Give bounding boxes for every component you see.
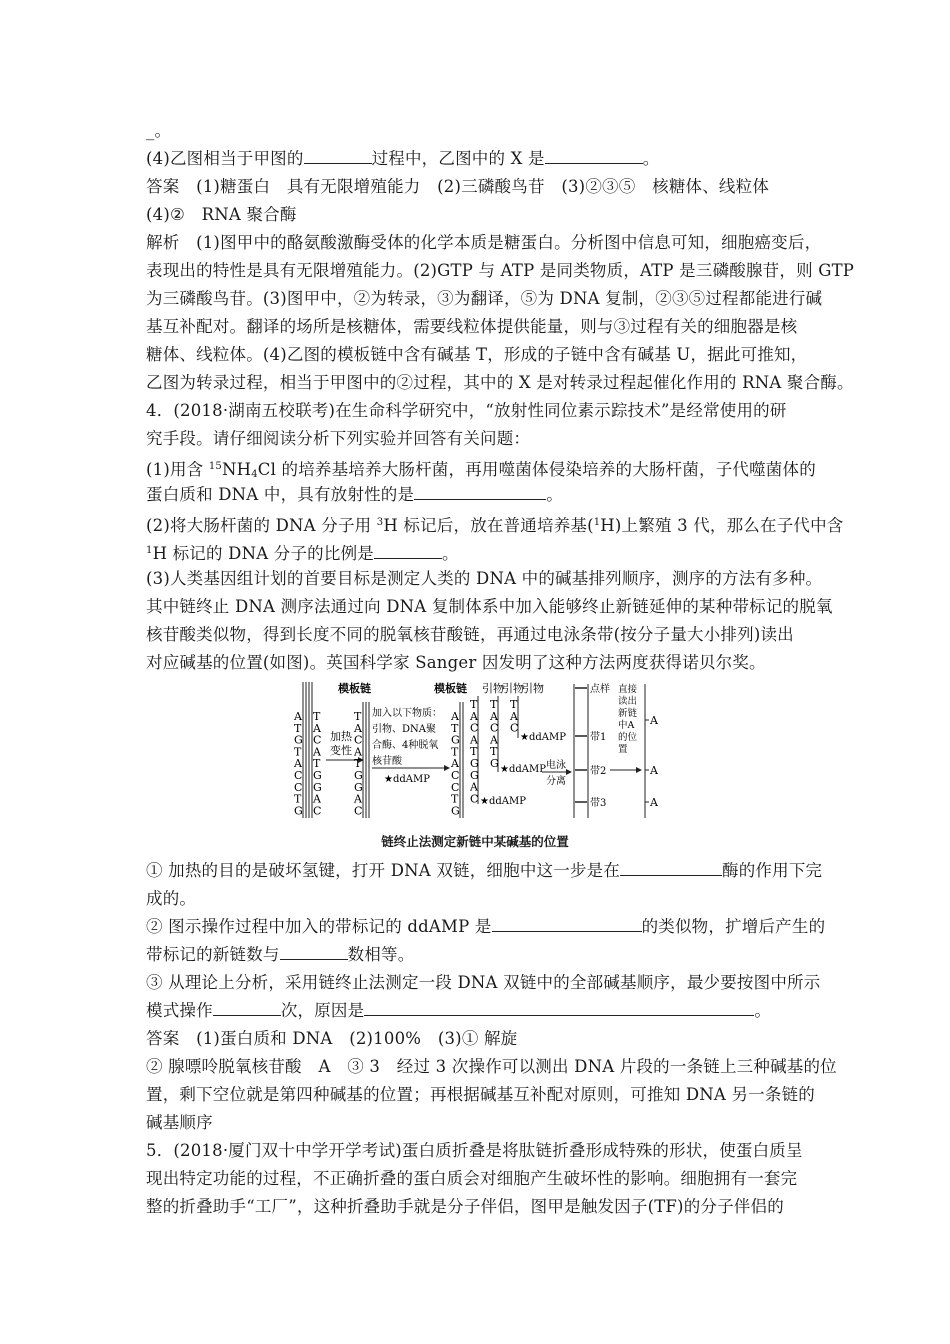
gel-lane — [574, 682, 610, 818]
base-letter: T — [354, 757, 362, 771]
base-letter: T — [313, 757, 321, 771]
question-4-part3: (3)人类基因组计划的首要目标是测定人类的 DNA 中的碱基排列顺序，测序的方法有多种。 — [146, 569, 823, 588]
base-letter: A — [490, 733, 498, 747]
arrow-icon — [444, 765, 450, 771]
analysis-line: 乙图为转录过程，相当于甲图中的②过程，其中的 X 是对转录过程起催化作用的 RNA 聚合酶。 — [146, 373, 854, 392]
question-5-title: 5．(2018·厦门双十中学开学考试)蛋白质折叠是将肽链折叠形成特殊的形状，使蛋白质呈 — [146, 1141, 803, 1160]
answer-blank[interactable] — [213, 1000, 281, 1016]
answer-blank[interactable] — [304, 148, 372, 164]
template-label: 模板链 — [338, 682, 371, 695]
read-result — [645, 684, 659, 818]
text-line: _。 — [146, 121, 172, 140]
heat-label-1: 加热 — [330, 730, 352, 743]
read-text: 新链 — [618, 708, 638, 719]
answer-blank[interactable] — [414, 484, 546, 500]
base-letter: A — [470, 733, 478, 747]
question-4-part3: 其中链终止 DNA 测序法通过向 DNA 复制体系中加入能够终止新链延伸的某种带标记的脱氧 — [146, 597, 833, 616]
question-4-part3: 对应碱基的位置(如图)。英国科学家 Sanger 因发明了这种方法两度获得诺贝尔奖。 — [146, 653, 766, 672]
base-letter: T — [294, 721, 302, 735]
base-letter: A — [354, 721, 362, 735]
base-letter: T — [294, 745, 302, 759]
reagent-text: 合酶、4种脱氧 — [372, 740, 439, 751]
subquestion-2-cont: 带标记的新链数与 数相等。 — [146, 945, 415, 964]
base-letter: A — [490, 709, 498, 723]
base-letter: T — [451, 745, 459, 759]
reagent-text: 加入以下物质： — [372, 708, 442, 719]
ddamp-label: ★ddAMP — [500, 764, 546, 775]
electrophoresis-label: 电泳 — [546, 760, 566, 771]
base-letter: T — [294, 792, 302, 806]
analysis-line: 基互补配对。翻译的场所是核糖体，需要线粒体提供能量，则与③过程有关的细胞器是核 — [146, 317, 798, 336]
base-letter: A — [451, 757, 459, 771]
primer-label: 引物 — [502, 682, 524, 695]
answer-line: 答案 (1)蛋白质和 DNA (2)100% (3)① 解旋 — [146, 1029, 518, 1048]
question-4-part1: (1)用含 $^{15}NH_4Cl$ 的培养基培养大肠杆菌，再用噬菌体侵染培养的大肠杆菌，子代噬菌体的 — [146, 460, 816, 480]
base-letter: A — [470, 709, 478, 723]
electrophoresis-label: 分离 — [546, 776, 566, 787]
primer-label: 引物 — [482, 682, 504, 695]
read-text: 直接 — [618, 684, 638, 695]
read-base: A — [650, 714, 658, 727]
answer-blank[interactable] — [545, 148, 643, 164]
arrow-icon — [566, 769, 572, 775]
read-text: 的位 — [618, 732, 638, 743]
base-letter: C — [490, 721, 499, 735]
base-letter: T — [510, 698, 518, 711]
base-letter: T — [490, 745, 498, 759]
answer-line: ② 腺嘌呤脱氧核苷酸 A ③ 3 经过 3 次操作可以测出 DNA 片段的一条链上三种碱基的位 — [146, 1057, 837, 1076]
base-letter: C — [294, 780, 303, 794]
base-letter: G — [470, 768, 479, 782]
base-letter: A — [470, 780, 478, 794]
double-strand-dna — [293, 682, 322, 818]
heat-label-2: 变性 — [330, 744, 352, 757]
answer-blank[interactable] — [280, 944, 348, 960]
base-letter: C — [451, 769, 460, 782]
read-text: 中A — [618, 720, 635, 731]
question-4-part3: 核苷酸类似物，得到长度不同的脱氧核苷酸链，再通过电泳条带(按分子量大小排列)读出 — [146, 625, 794, 644]
base-letter: T — [313, 710, 321, 723]
base-letter: A — [294, 710, 302, 723]
base-letter: T — [470, 745, 478, 759]
ddamp-label: ★ddAMP — [384, 774, 430, 785]
band-label: 带2 — [590, 766, 607, 777]
read-text: 置 — [618, 744, 628, 755]
arrow-icon — [636, 767, 642, 773]
strand-bases-left — [293, 710, 303, 817]
base-letter: C — [470, 721, 479, 735]
read-base: A — [650, 764, 658, 777]
sanger-sequencing-figure — [288, 680, 668, 828]
base-letter: C — [510, 721, 519, 735]
base-letter: A — [313, 721, 321, 735]
answer-blank[interactable] — [620, 860, 722, 876]
base-letter: C — [313, 804, 322, 818]
analysis-line: 糖体、线粒体。(4)乙图的模板链中含有碱基 T，形成的子链中含有碱基 U，据此可推知， — [146, 345, 808, 364]
base-letter: G — [354, 780, 363, 794]
ddamp-label: ★ddAMP — [520, 732, 566, 743]
base-letter: C — [294, 769, 303, 782]
template-strand-bases — [353, 710, 363, 817]
base-letter: G — [294, 804, 303, 818]
base-letter: G — [470, 757, 479, 770]
base-letter: A — [451, 710, 459, 723]
figure-caption: 链终止法测定新链中某碱基的位置 — [381, 834, 569, 849]
read-text: 读出 — [618, 696, 638, 707]
subquestion-3: ③ 从理论上分析，采用链终止法测定一段 DNA 双链中的全部碱基顺序，最少要按图中所示 — [146, 973, 821, 992]
base-letter: A — [294, 757, 302, 771]
read-label — [610, 683, 642, 773]
answer-line: 答案 (1)糖蛋白 具有无限增殖能力 (2)三磷酸鸟苷 (3)②③⑤ 核糖体、线粒体 — [146, 177, 770, 196]
base-letter: A — [313, 745, 321, 759]
ddamp-label: ★ddAMP — [480, 796, 526, 807]
base-letter: C — [451, 780, 460, 794]
subquestion-1-cont: 成的。 — [146, 889, 197, 908]
band-label: 带3 — [590, 798, 607, 809]
question-4-subpart-line: (4)乙图相当于甲图的 过程中，乙图中的 X 是 。 — [146, 149, 660, 168]
answer-line: 碱基顺序 — [146, 1113, 213, 1132]
subquestion-1: ① 加热的目的是破坏氢键，打开 DNA 双链，细胞中这一步是在 酶的作用下完 — [146, 861, 823, 880]
strand-bases-right — [312, 710, 322, 817]
analysis-line: 表现出的特性是具有无限增殖能力。(2)GTP 与 ATP 是同类物质，ATP 是三磷酸腺苷，则 GTP — [146, 261, 855, 280]
base-letter: C — [313, 733, 322, 747]
question-4-part1-cont: 蛋白质和 DNA 中，具有放射性的是 。 — [146, 485, 563, 504]
base-letter: G — [451, 733, 460, 747]
analysis-line: 为三磷酸鸟苷。(3)图甲中，②为转录，③为翻译，⑤为 DNA 复制，②③⑤过程都能进行碱 — [146, 289, 823, 308]
primer-bases — [469, 698, 519, 805]
question-4-text: 究手段。请仔细阅读分析下列实验并回答有关问题： — [146, 429, 531, 448]
base-letter: A — [354, 792, 362, 806]
base-letter: G — [313, 769, 322, 782]
base-letter: T — [354, 710, 362, 723]
band-label: 带1 — [590, 732, 607, 743]
answer-line: 置，剩下空位就是第四种碱基的位置；再根据碱基互补配对原则，可推知 DNA 另一条链的 — [146, 1085, 815, 1104]
reagent-box — [372, 706, 450, 785]
sample-label: 点样 — [590, 684, 610, 695]
base-letter: A — [354, 745, 362, 759]
base-letter: T — [451, 721, 459, 735]
question-4-part2: (2)将大肠杆菌的 DNA 分子用 $^3$H 标记后，放在普通培养基($^1$H)上繁殖 3 代，那么在子代中含 — [146, 516, 844, 535]
answer-blank[interactable] — [364, 1000, 754, 1016]
question-4-title: 4．(2018·湖南五校联考)在生命科学研究中，“放射性同位素示踪技术”是经常使用的研 — [146, 401, 787, 420]
base-letter: T — [490, 698, 498, 711]
primer-label: 引物 — [522, 682, 544, 695]
subquestion-2: ② 图示操作过程中加入的带标记的 ddAMP 是 的类似物，扩增后产生的 — [146, 917, 826, 936]
answer-blank[interactable] — [492, 916, 642, 932]
template-label: 模板链 — [434, 682, 467, 695]
question-5-text: 现出特定功能的过程，不正确折叠的蛋白质会对细胞产生破坏性的影响。细胞拥有一套完 — [146, 1169, 798, 1188]
template-strand-bases — [450, 710, 460, 817]
base-letter: T — [470, 698, 478, 711]
analysis-line: 解析 (1)图甲中的酪氨酸激酶受体的化学本质是糖蛋白。分析图中信息可知，细胞癌变后， — [146, 233, 822, 252]
question-4-part2-cont: $^1$H 标记的 DNA 分子的比例是 。 — [146, 544, 459, 563]
base-letter: C — [354, 733, 363, 747]
base-letter: G — [451, 804, 460, 818]
base-letter: A — [510, 709, 518, 723]
base-letter: G — [313, 780, 322, 794]
read-base: A — [650, 796, 658, 809]
base-letter: G — [490, 757, 499, 770]
answer-blank[interactable] — [374, 543, 442, 559]
base-letter: C — [470, 792, 479, 806]
base-letter: G — [294, 733, 303, 747]
base-letter: T — [451, 792, 459, 806]
base-letter: G — [354, 769, 363, 782]
base-letter: C — [354, 804, 363, 818]
reagent-text: 核苷酸 — [372, 756, 402, 767]
answer-line: (4)② RNA 聚合酶 — [146, 205, 297, 224]
subquestion-3-cont: 模式操作 次，原因是 。 — [146, 1001, 772, 1020]
question-5-text: 整的折叠助手“工厂”，这种折叠助手就是分子伴侣，图甲是触发因子(TF)的分子伴侣的 — [146, 1197, 784, 1216]
base-letter: A — [313, 792, 321, 806]
reagent-text: 引物、DNA聚 — [372, 724, 436, 735]
